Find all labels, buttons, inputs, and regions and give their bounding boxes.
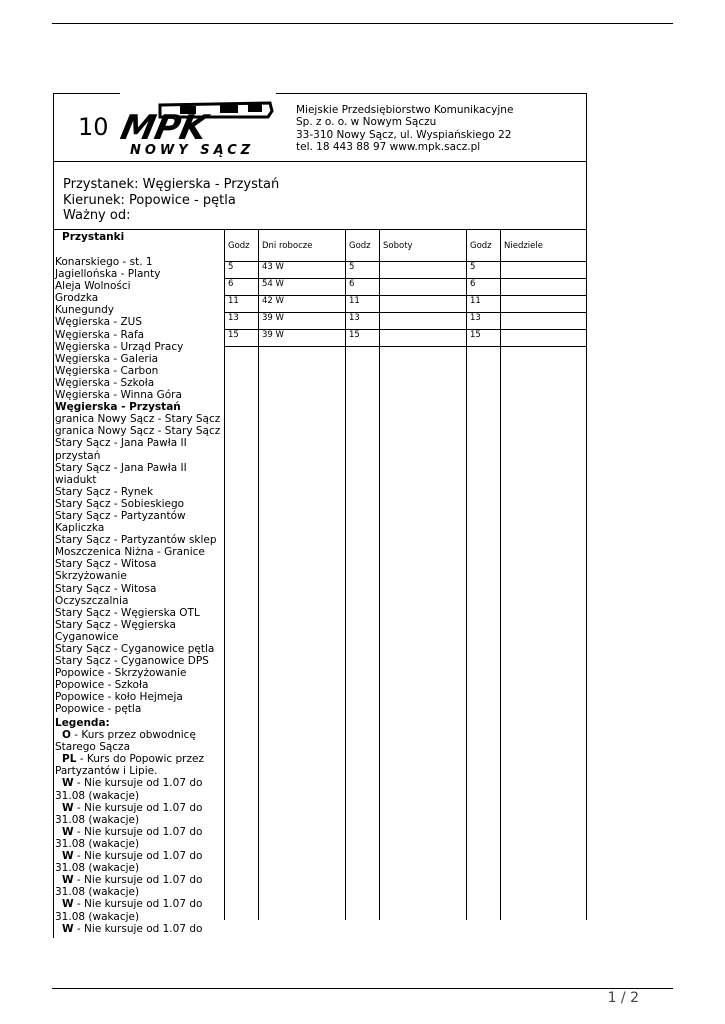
company-line: tel. 18 443 88 97 www.mpk.sacz.pl [296, 141, 481, 154]
legend-entry: W - Nie kursuje od 1.07 do [62, 825, 203, 838]
legend-code: W [62, 874, 74, 887]
stop-item: przystań [55, 449, 101, 462]
stop-item: Grodzka [55, 292, 99, 305]
mpk-logo [120, 97, 290, 161]
column-header: Godz [470, 241, 492, 251]
stop-item: Stary Sącz - Węgierska OTL [55, 606, 200, 619]
legend [55, 717, 225, 935]
stop-item: Stary Sącz - Witosa Skrzyżowanie [55, 558, 157, 583]
current-stop: Węgierska - Przystań [55, 401, 181, 414]
stop-item: Stary Sącz - Partyzantów [55, 509, 186, 522]
timetable-cell: 13 [228, 313, 239, 323]
timetable-cell: 15 [470, 330, 481, 340]
page-number: 1 / 2 [607, 990, 639, 1006]
timetable-cell: 13 [349, 313, 360, 323]
route-number: 10 [78, 113, 109, 141]
timetable-cell: 15 [228, 330, 239, 340]
legend-entry: W - Nie kursuje od 1.07 do [62, 898, 203, 911]
stop-item: Konarskiego - st. 1 [55, 256, 153, 268]
stop-item: Popowice - koło Hejmeja [55, 691, 183, 704]
stop-item: Węgierska - Carbon [55, 364, 159, 377]
legend-entry: W - Nie kursuje od 1.07 do [62, 922, 203, 935]
legend-code: W [62, 898, 74, 911]
stop-item: Stary Sącz - Jana Pawła II [55, 437, 187, 450]
stop-item: Popowice - pętla [55, 703, 142, 716]
timetable-cell: 39 W [262, 313, 284, 323]
stop-item: Stary Sącz - Witosa Oczyszczalnia [55, 582, 157, 607]
stop-item: Stary Sącz - Jana Pawła II wiadukt [55, 461, 187, 486]
stop-item: Stary Sącz - Sobieskiego [55, 497, 185, 510]
legend-code: W [62, 850, 74, 863]
timetable-cell: 6 [470, 279, 476, 289]
legend-code: W [62, 825, 74, 838]
legend-entry: W - Nie kursuje od 1.07 do [62, 874, 203, 887]
stop-name: Przystanek: Węgierska - Przystań [63, 177, 280, 192]
legend-entry: O - Kurs przez obwodnicę [62, 729, 196, 742]
stop-item: Stary Sącz - Rynek [55, 485, 154, 498]
stop-item: Aleja Wolności [55, 280, 131, 293]
legend-entry-cont: Partyzantów i Lipie. [55, 765, 158, 778]
stop-item: Kapliczka [55, 522, 105, 535]
stop-item: Węgierska - Galeria [55, 352, 159, 365]
company-line: Sp. z o. o. w Nowym Sączu [296, 116, 437, 129]
stop-item: granica Nowy Sącz - Stary Sącz [55, 413, 221, 426]
grid-column-line [224, 230, 225, 920]
company-info [296, 104, 513, 154]
grid-column-line [258, 230, 259, 920]
timetable-cell: 39 W [262, 330, 284, 340]
stop-item: granica Nowy Sącz - Stary Sącz [55, 425, 221, 438]
timetable-cell: 6 [349, 279, 355, 289]
timetable-cell: 54 W [262, 279, 284, 289]
frame-right [586, 93, 587, 920]
stop-info [63, 177, 279, 224]
timetable-cell: 42 W [262, 296, 284, 306]
stop-item: Jagiellońska - Planty [55, 268, 161, 281]
stop-item: Moszczenica Niżna - Granice [55, 546, 205, 559]
timetable-cell: 43 W [262, 262, 284, 272]
valid-from: Ważny od: [63, 208, 131, 223]
stop-item: Kunegundy [55, 304, 114, 317]
legend-entry-cont: 31.08 (wakacje) [55, 837, 140, 850]
column-header: Niedziele [504, 241, 543, 251]
stop-item: Węgierska - Szkoła [55, 376, 155, 389]
legend-entry: W - Nie kursuje od 1.07 do [62, 801, 203, 814]
timetable-cell: 5 [228, 262, 234, 272]
stop-item: Popowice - Szkoła [55, 679, 149, 692]
frame-left [53, 93, 54, 938]
legend-code: W [62, 777, 74, 790]
legend-entry: W - Nie kursuje od 1.07 do [62, 850, 203, 863]
svg-text:MPK: MPK [120, 108, 211, 148]
company-line: 33-310 Nowy Sącz, ul. Wyspiańskiego 22 [296, 128, 512, 141]
frame-top-right [276, 93, 587, 94]
legend-entry-cont: 31.08 (wakacje) [55, 862, 140, 875]
stop-item: Popowice - Skrzyżowanie [55, 667, 187, 680]
timetable-cell: 15 [349, 330, 360, 340]
legend-code: W [62, 922, 74, 935]
legend-entry-cont: 31.08 (wakacje) [55, 813, 140, 826]
timetable-cell: 11 [470, 296, 481, 306]
legend-heading: Legenda: [55, 717, 110, 729]
stop-item: Węgierska - Winna Góra [55, 389, 182, 402]
timetable-cell: 5 [349, 262, 355, 272]
info-divider [53, 229, 587, 230]
timetable-cell: 5 [470, 262, 476, 272]
stop-item: Stary Sącz - Cyganowice DPS [55, 655, 209, 668]
stop-item: Stary Sącz - Cyganowice pętla [55, 643, 215, 655]
stop-item: Cyganowice [55, 630, 119, 643]
column-header: Soboty [383, 241, 413, 251]
legend-code: O [62, 729, 71, 742]
stops-list [55, 256, 225, 716]
frame-top-left [53, 93, 120, 94]
legend-entry: W - Nie kursuje od 1.07 do [62, 777, 203, 790]
top-rule [52, 23, 673, 24]
grid-row-line [224, 346, 587, 347]
legend-entry-cont: 31.08 (wakacje) [55, 886, 140, 899]
stop-item: Węgierska - Rafa [55, 328, 145, 341]
grid-column-line [466, 230, 467, 920]
legend-entry: PL - Kurs do Popowic przez [62, 753, 204, 766]
column-header: Godz [349, 241, 371, 251]
column-header: Godz [228, 241, 250, 251]
legend-code: W [62, 801, 74, 814]
svg-text:NOWY SĄCZ: NOWY SĄCZ [130, 143, 255, 157]
stop-item: Węgierska - Urząd Pracy [55, 340, 184, 353]
legend-code: PL [62, 753, 77, 766]
bottom-rule [52, 988, 673, 989]
stop-item: Stary Sącz - Węgierska [55, 618, 176, 631]
grid-column-line [500, 230, 501, 920]
stop-item: Węgierska - ZUS [55, 316, 143, 329]
stops-heading: Przystanki [62, 231, 125, 243]
legend-entry-cont: Starego Sącza [55, 741, 131, 754]
header-divider [53, 161, 587, 162]
timetable-cell: 6 [228, 279, 234, 289]
column-header: Dni robocze [262, 241, 313, 251]
legend-entry-cont: 31.08 (wakacje) [55, 789, 140, 802]
timetable-cell: 11 [349, 296, 360, 306]
grid-column-line [345, 230, 346, 920]
stop-item: Stary Sącz - Partyzantów sklep [55, 534, 217, 547]
timetable-cell: 11 [228, 296, 239, 306]
timetable-cell: 13 [470, 313, 481, 323]
company-line: Miejskie Przedsiębiorstwo Komunikacyjne [296, 104, 514, 116]
legend-entry-cont: 31.08 (wakacje) [55, 910, 140, 923]
direction: Kierunek: Popowice - pętla [63, 192, 236, 208]
grid-column-line [379, 230, 380, 920]
